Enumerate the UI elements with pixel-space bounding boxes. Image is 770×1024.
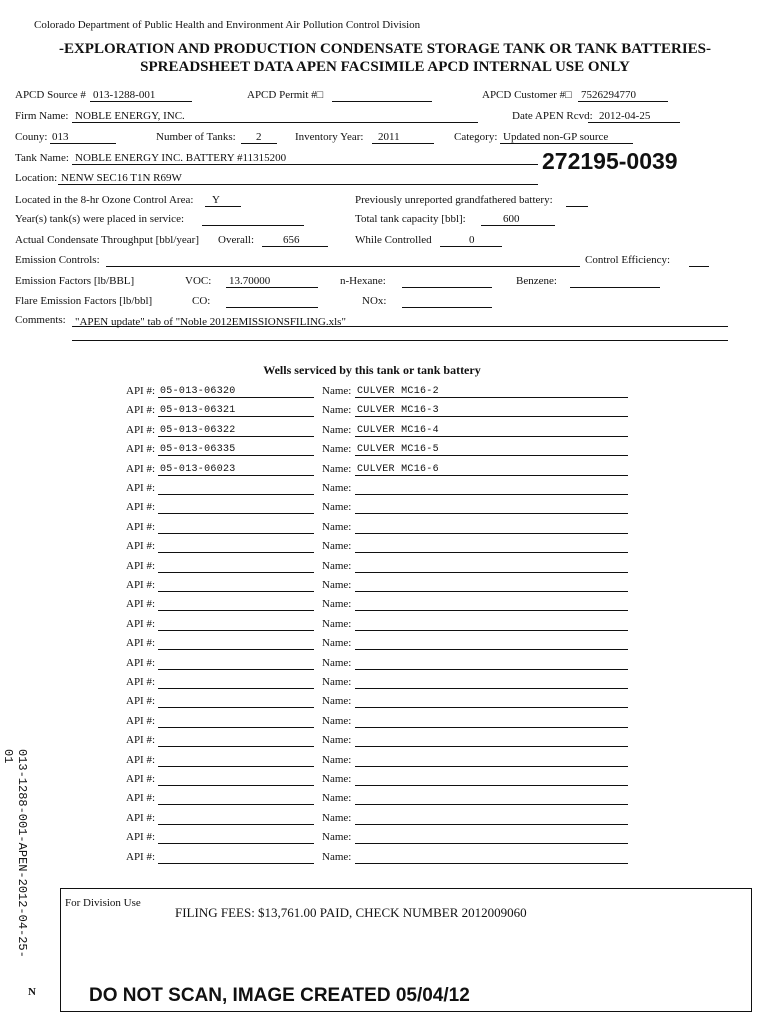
comments-value: "APEN update" tab of "Noble 2012EMISSIONSFILING.xls" <box>75 316 346 328</box>
api-label: API #: <box>126 540 156 552</box>
api-label: API #: <box>126 676 156 688</box>
do-not-scan-stamp: DO NOT SCAN, IMAGE CREATED 05/04/12 <box>89 985 470 1006</box>
api-label: API #: <box>126 598 156 610</box>
api-line <box>158 746 314 747</box>
api-label: API #: <box>126 521 156 533</box>
form-title-line1: -EXPLORATION AND PRODUCTION CONDENSATE STORAGE TANK OR TANK BATTERIES- <box>58 41 712 57</box>
api-line <box>158 843 314 844</box>
name-line <box>355 610 628 611</box>
overall-line <box>262 246 328 247</box>
co-line <box>226 307 318 308</box>
location-label: Location: <box>15 172 58 184</box>
number-of-tanks-line <box>241 143 277 144</box>
flare-factors-label: Flare Emission Factors [lb/bbl] <box>15 295 153 307</box>
division-use-box <box>60 888 752 1012</box>
number-of-tanks-label: Number of Tanks: <box>156 131 236 143</box>
tank-name-line <box>72 164 538 165</box>
years-in-service-line <box>202 225 304 226</box>
api-number: 05-013-06322 <box>160 425 236 436</box>
api-line <box>158 766 314 767</box>
name-line <box>355 572 628 573</box>
county-line <box>50 143 116 144</box>
total-capacity-line <box>481 225 555 226</box>
comments-label: Comments: <box>15 314 66 326</box>
api-label: API #: <box>126 404 156 416</box>
name-line <box>355 455 628 456</box>
api-label: API #: <box>126 657 156 669</box>
apcd-permit-line <box>332 101 432 102</box>
api-line <box>158 804 314 805</box>
well-name: CULVER MC16-2 <box>357 386 439 397</box>
api-line <box>158 649 314 650</box>
comments-line-2 <box>72 340 728 341</box>
well-name: CULVER MC16-4 <box>357 425 439 436</box>
api-line <box>158 416 314 417</box>
name-line <box>355 513 628 514</box>
api-line <box>158 494 314 495</box>
apcd-customer-line <box>578 101 668 102</box>
api-line <box>158 785 314 786</box>
apcd-source-value: 013-1288-001 <box>93 89 156 101</box>
location-line <box>58 184 538 185</box>
api-label: API #: <box>126 424 156 436</box>
benzene-line <box>570 287 660 288</box>
well-name: CULVER MC16-3 <box>357 405 439 416</box>
comments-line-1 <box>72 326 728 327</box>
api-line <box>158 455 314 456</box>
well-name: CULVER MC16-5 <box>357 444 439 455</box>
tank-name-value: NOBLE ENERGY INC. BATTERY #11315200 <box>75 152 287 164</box>
county-label: Couny: <box>15 131 48 143</box>
name-line <box>355 552 628 553</box>
name-line <box>355 785 628 786</box>
api-line <box>158 572 314 573</box>
name-line <box>355 533 628 534</box>
api-number: 05-013-06320 <box>160 386 236 397</box>
name-label: Name: <box>322 773 352 785</box>
api-line <box>158 863 314 864</box>
api-number: 05-013-06335 <box>160 444 236 455</box>
years-in-service-label: Year(s) tank(s) were placed in service: <box>15 213 185 225</box>
name-line <box>355 494 628 495</box>
name-label: Name: <box>322 540 352 552</box>
inventory-year-line <box>372 143 434 144</box>
filing-fees: FILING FEES: $13,761.00 PAID, CHECK NUMBER 2012009060 <box>175 905 527 920</box>
name-line <box>355 863 628 864</box>
prev-unreported-label: Previously unreported grandfathered battery: <box>355 194 553 206</box>
inventory-year-value: 2011 <box>378 131 400 143</box>
api-label: API #: <box>126 812 156 824</box>
voc-line <box>226 287 318 288</box>
name-line <box>355 397 628 398</box>
api-line <box>158 436 314 437</box>
well-name: CULVER MC16-6 <box>357 464 439 475</box>
name-line <box>355 669 628 670</box>
nox-label: NOx: <box>362 295 387 307</box>
api-label: API #: <box>126 560 156 572</box>
co-label: CO: <box>192 295 211 307</box>
name-line <box>355 766 628 767</box>
form-title-line2: SPREADSHEET DATA APEN FACSIMILE APCD INTERNAL USE ONLY <box>140 59 630 75</box>
api-label: API #: <box>126 851 156 863</box>
api-line <box>158 591 314 592</box>
api-label: API #: <box>126 579 156 591</box>
name-label: Name: <box>322 598 352 610</box>
name-label: Name: <box>322 385 352 397</box>
name-line <box>355 649 628 650</box>
date-apen-label: Date APEN Rcvd: <box>512 110 593 122</box>
side-mark: N <box>28 986 36 998</box>
emission-controls-label: Emission Controls: <box>15 254 100 266</box>
apcd-customer-value: 7526294770 <box>581 89 636 101</box>
name-label: Name: <box>322 657 352 669</box>
api-line <box>158 824 314 825</box>
n-hexane-line <box>402 287 492 288</box>
category-value: Updated non-GP source <box>503 131 609 143</box>
api-line <box>158 610 314 611</box>
name-label: Name: <box>322 851 352 863</box>
api-label: API #: <box>126 637 156 649</box>
api-label: API #: <box>126 482 156 494</box>
api-label: API #: <box>126 754 156 766</box>
total-capacity-value: 600 <box>503 213 520 225</box>
voc-label: VOC: <box>185 275 212 287</box>
api-label: API #: <box>126 501 156 513</box>
side-document-id: 013-1288-001-APEN-2012-04-25-01 <box>1 749 29 958</box>
api-label: API #: <box>126 443 156 455</box>
api-line <box>158 727 314 728</box>
tank-name-label: Tank Name: <box>15 152 69 164</box>
api-label: API #: <box>126 715 156 727</box>
apcd-source-label: APCD Source # <box>15 89 86 101</box>
ozone-area-label: Located in the 8-hr Ozone Control Area: <box>15 194 194 206</box>
name-line <box>355 746 628 747</box>
name-label: Name: <box>322 443 352 455</box>
name-label: Name: <box>322 618 352 630</box>
name-label: Name: <box>322 482 352 494</box>
n-hexane-label: n-Hexane: <box>340 275 386 287</box>
name-label: Name: <box>322 521 352 533</box>
date-apen-value: 2012-04-25 <box>599 110 651 122</box>
name-label: Name: <box>322 424 352 436</box>
category-line <box>500 143 633 144</box>
apcd-permit-label: APCD Permit #□ <box>247 89 324 101</box>
number-of-tanks-value: 2 <box>256 131 262 143</box>
name-label: Name: <box>322 501 352 513</box>
api-label: API #: <box>126 463 156 475</box>
name-label: Name: <box>322 695 352 707</box>
control-efficiency-label: Control Efficiency: <box>585 254 671 266</box>
total-capacity-label: Total tank capacity [bbl]: <box>355 213 466 225</box>
prev-unreported-line <box>566 206 588 207</box>
name-label: Name: <box>322 812 352 824</box>
api-line <box>158 397 314 398</box>
name-label: Name: <box>322 463 352 475</box>
emission-controls-line <box>106 266 580 267</box>
firm-name-line <box>72 122 478 123</box>
facility-id: 272195-0039 <box>542 148 678 174</box>
name-label: Name: <box>322 404 352 416</box>
api-label: API #: <box>126 831 156 843</box>
api-label: API #: <box>126 618 156 630</box>
name-line <box>355 688 628 689</box>
api-number: 05-013-06321 <box>160 405 236 416</box>
wells-heading: Wells serviced by this tank or tank battery <box>263 363 481 377</box>
api-line <box>158 707 314 708</box>
division-use-label: For Division Use <box>65 897 141 909</box>
overall-value: 656 <box>283 234 300 246</box>
api-line <box>158 630 314 631</box>
while-controlled-line <box>440 246 502 247</box>
agency-name: Colorado Department of Public Health and Environment Air Pollution Control Division <box>34 19 421 31</box>
name-label: Name: <box>322 792 352 804</box>
api-line <box>158 513 314 514</box>
name-label: Name: <box>322 715 352 727</box>
api-label: API #: <box>126 695 156 707</box>
api-label: API #: <box>126 792 156 804</box>
api-line <box>158 688 314 689</box>
name-label: Name: <box>322 637 352 649</box>
firm-name-label: Firm Name: <box>15 110 69 122</box>
name-line <box>355 475 628 476</box>
name-line <box>355 591 628 592</box>
name-label: Name: <box>322 560 352 572</box>
name-label: Name: <box>322 754 352 766</box>
name-line <box>355 824 628 825</box>
location-value: NENW SEC16 T1N R69W <box>61 172 182 184</box>
name-line <box>355 416 628 417</box>
api-label: API #: <box>126 734 156 746</box>
throughput-label: Actual Condensate Throughput [bbl/year] <box>15 234 199 246</box>
api-line <box>158 669 314 670</box>
api-line <box>158 533 314 534</box>
category-label: Category: <box>454 131 498 143</box>
inventory-year-label: Inventory Year: <box>295 131 364 143</box>
name-label: Name: <box>322 579 352 591</box>
nox-line <box>402 307 492 308</box>
voc-value: 13.70000 <box>229 275 271 287</box>
name-label: Name: <box>322 831 352 843</box>
ozone-area-value: Y <box>212 194 220 206</box>
api-label: API #: <box>126 385 156 397</box>
apcd-customer-label: APCD Customer #□ <box>482 89 572 101</box>
name-line <box>355 436 628 437</box>
benzene-label: Benzene: <box>516 275 557 287</box>
api-line <box>158 475 314 476</box>
api-number: 05-013-06023 <box>160 464 236 475</box>
emission-factors-label: Emission Factors [lb/BBL] <box>15 275 135 287</box>
name-line <box>355 727 628 728</box>
name-line <box>355 843 628 844</box>
api-label: API #: <box>126 773 156 785</box>
api-line <box>158 552 314 553</box>
name-line <box>355 630 628 631</box>
county-value: 013 <box>52 131 69 143</box>
name-label: Name: <box>322 734 352 746</box>
overall-label: Overall: <box>218 234 255 246</box>
control-efficiency-line <box>689 266 709 267</box>
name-line <box>355 707 628 708</box>
firm-name-value: NOBLE ENERGY, INC. <box>75 110 185 122</box>
while-controlled-value: 0 <box>469 234 475 246</box>
name-line <box>355 804 628 805</box>
ozone-area-line <box>205 206 241 207</box>
date-apen-line <box>588 122 680 123</box>
apcd-source-line <box>90 101 192 102</box>
while-controlled-label: While Controlled <box>355 234 432 246</box>
name-label: Name: <box>322 676 352 688</box>
